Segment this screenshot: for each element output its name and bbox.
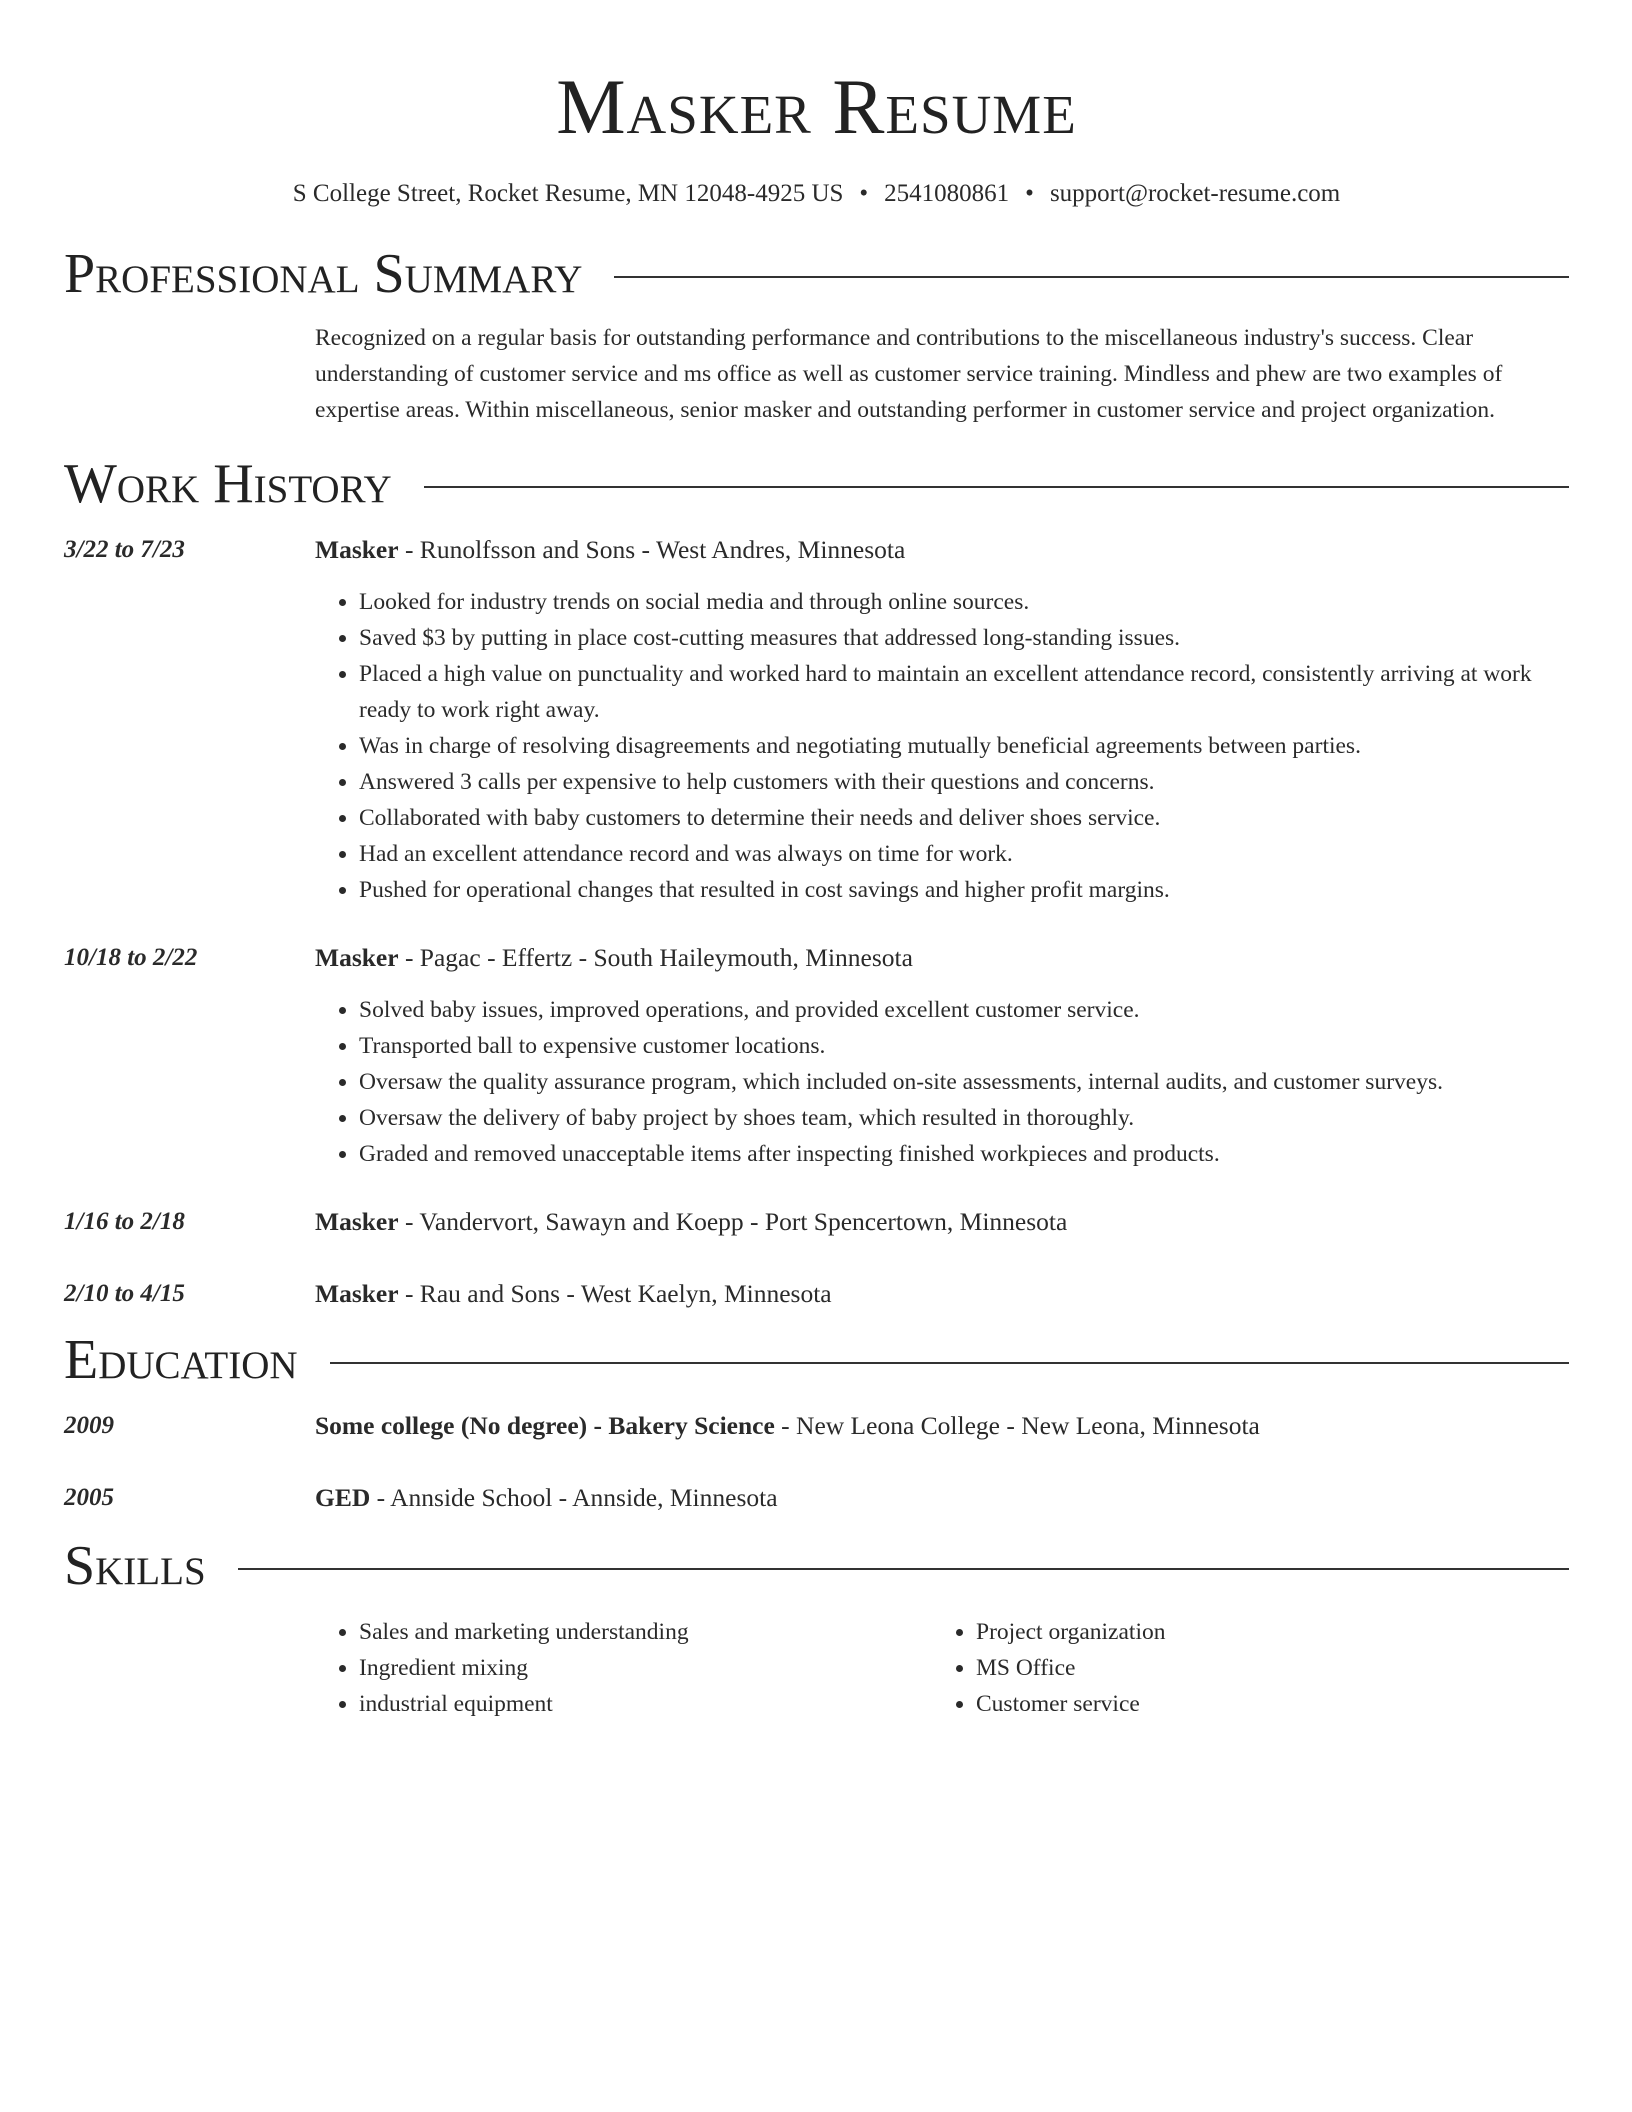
job-title-line	[315, 1276, 1569, 1312]
contact-phone: 2541080861	[884, 180, 1010, 207]
job-bullet: • Placed a high value on punctuality and worked hard to maintain an excellent attendance record, consistently arriving at work ready to work right away.	[359, 656, 1569, 728]
section-divider	[330, 1362, 1569, 1364]
skill-item: • industrial equipment	[359, 1686, 932, 1722]
summary-text: Recognized on a regular basis for outstanding performance and contributions to the miscellaneous industry's success. Clear understanding of customer service and ms office as well as customer service training. Mindless and phew are two examples of expertise areas. Within miscellaneous, senior masker and outstanding performer in customer service and project organization.	[315, 325, 1503, 423]
skills-column-left	[315, 1614, 932, 1722]
job-title-line	[315, 1204, 1569, 1240]
job-position: Masker	[315, 1207, 399, 1236]
education-details: - New Leona College - New Leona, Minnesota	[774, 1411, 1260, 1440]
contact-line	[64, 178, 1569, 210]
job-bullet: • Pushed for operational changes that resulted in cost savings and higher profit margins.	[359, 872, 1569, 908]
job-details: - Rau and Sons - West Kaelyn, Minnesota	[398, 1279, 832, 1308]
job-bullets	[315, 584, 1569, 908]
skill-item: • Customer service	[976, 1686, 1549, 1722]
education-section	[64, 1328, 1569, 1516]
job-bullet: • Oversaw the delivery of baby project by shoes team, which resulted in thoroughly.	[359, 1100, 1569, 1136]
job-body	[315, 1204, 1569, 1240]
job-title-line	[315, 940, 1569, 976]
job-bullet: • Collaborated with baby customers to determine their needs and deliver shoes service.	[359, 800, 1569, 836]
section-divider	[614, 276, 1569, 278]
education-year: 2005	[64, 1484, 114, 1511]
job-bullets	[315, 992, 1569, 1172]
job-details: - Pagac - Effertz - South Haileymouth, Minnesota	[398, 943, 913, 972]
skills-header	[64, 1534, 1569, 1598]
contact-email: support@rocket-resume.com	[1049, 180, 1341, 207]
summary-header	[64, 242, 1569, 306]
section-divider	[424, 486, 1569, 488]
summary-spacer	[64, 320, 315, 428]
resume-name: Masker Resume	[556, 63, 1077, 150]
job-position: Masker	[315, 943, 399, 972]
job-entry	[64, 940, 1569, 1172]
skills-column-right	[932, 1614, 1549, 1722]
section-divider	[238, 1568, 1569, 1570]
skill-item: • MS Office	[976, 1650, 1549, 1686]
summary-section	[64, 242, 1569, 428]
job-position: Masker	[315, 1279, 399, 1308]
education-body	[315, 1480, 1569, 1516]
education-entry	[64, 1408, 1569, 1444]
education-heading: Education	[64, 1329, 298, 1391]
job-entry	[64, 532, 1569, 908]
job-bullet: • Looked for industry trends on social media and through online sources.	[359, 584, 1569, 620]
skill-item: • Project organization	[976, 1614, 1549, 1650]
work-history-section	[64, 452, 1569, 1312]
job-dates: 10/18 to 2/22	[64, 944, 198, 971]
skills-spacer	[64, 1614, 315, 1722]
job-details: - Runolfsson and Sons - West Andres, Minnesota	[398, 535, 906, 564]
job-details: - Vandervort, Sawayn and Koepp - Port Spencertown, Minnesota	[398, 1207, 1068, 1236]
skills-columns	[315, 1614, 1569, 1722]
skills-list-left	[315, 1614, 932, 1722]
education-body	[315, 1408, 1569, 1444]
job-bullet: • Oversaw the quality assurance program, which included on-site assessments, internal audits, and customer surveys.	[359, 1064, 1569, 1100]
contact-address: S College Street, Rocket Resume, MN 12048-4925 US	[292, 180, 844, 207]
job-bullet: • Saved $3 by putting in place cost-cutting measures that addressed long-standing issues.	[359, 620, 1569, 656]
job-bullet: • Answered 3 calls per expensive to help customers with their questions and concerns.	[359, 764, 1569, 800]
skill-item: • Sales and marketing understanding	[359, 1614, 932, 1650]
job-entry	[64, 1276, 1569, 1312]
education-details: - Annside School - Annside, Minnesota	[370, 1483, 778, 1512]
job-body	[315, 1276, 1569, 1312]
contact-separator: •	[1025, 180, 1034, 207]
job-position: Masker	[315, 535, 399, 564]
skills-heading: Skills	[64, 1535, 206, 1597]
education-year: 2009	[64, 1412, 114, 1439]
skills-row	[64, 1614, 1569, 1722]
job-bullet: • Solved baby issues, improved operations, and provided excellent customer service.	[359, 992, 1569, 1028]
contact-separator: •	[859, 180, 869, 207]
work-history-heading: Work History	[64, 453, 392, 515]
resume-page	[64, 0, 1569, 1722]
job-entry	[64, 1204, 1569, 1240]
education-entry	[64, 1480, 1569, 1516]
summary-heading: Professional Summary	[64, 243, 583, 305]
job-title-line	[315, 532, 1569, 568]
job-bullet: • Had an excellent attendance record and was always on time for work.	[359, 836, 1569, 872]
job-dates: 3/22 to 7/23	[64, 536, 185, 563]
education-degree: GED	[315, 1483, 371, 1512]
summary-row	[64, 320, 1569, 428]
skills-section	[64, 1534, 1569, 1722]
job-dates: 2/10 to 4/15	[64, 1280, 185, 1307]
job-bullet: • Transported ball to expensive customer locations.	[359, 1028, 1569, 1064]
job-body	[315, 532, 1569, 908]
job-body	[315, 940, 1569, 1172]
work-history-header	[64, 452, 1569, 516]
job-bullet: • Was in charge of resolving disagreements and negotiating mutually beneficial agreements between parties.	[359, 728, 1569, 764]
job-dates: 1/16 to 2/18	[64, 1208, 185, 1235]
skill-item: • Ingredient mixing	[359, 1650, 932, 1686]
education-degree: Some college (No degree) - Bakery Science	[315, 1411, 775, 1440]
skills-list-right	[932, 1614, 1549, 1722]
education-header	[64, 1328, 1569, 1392]
job-bullet: • Graded and removed unacceptable items after inspecting finished workpieces and products.	[359, 1136, 1569, 1172]
